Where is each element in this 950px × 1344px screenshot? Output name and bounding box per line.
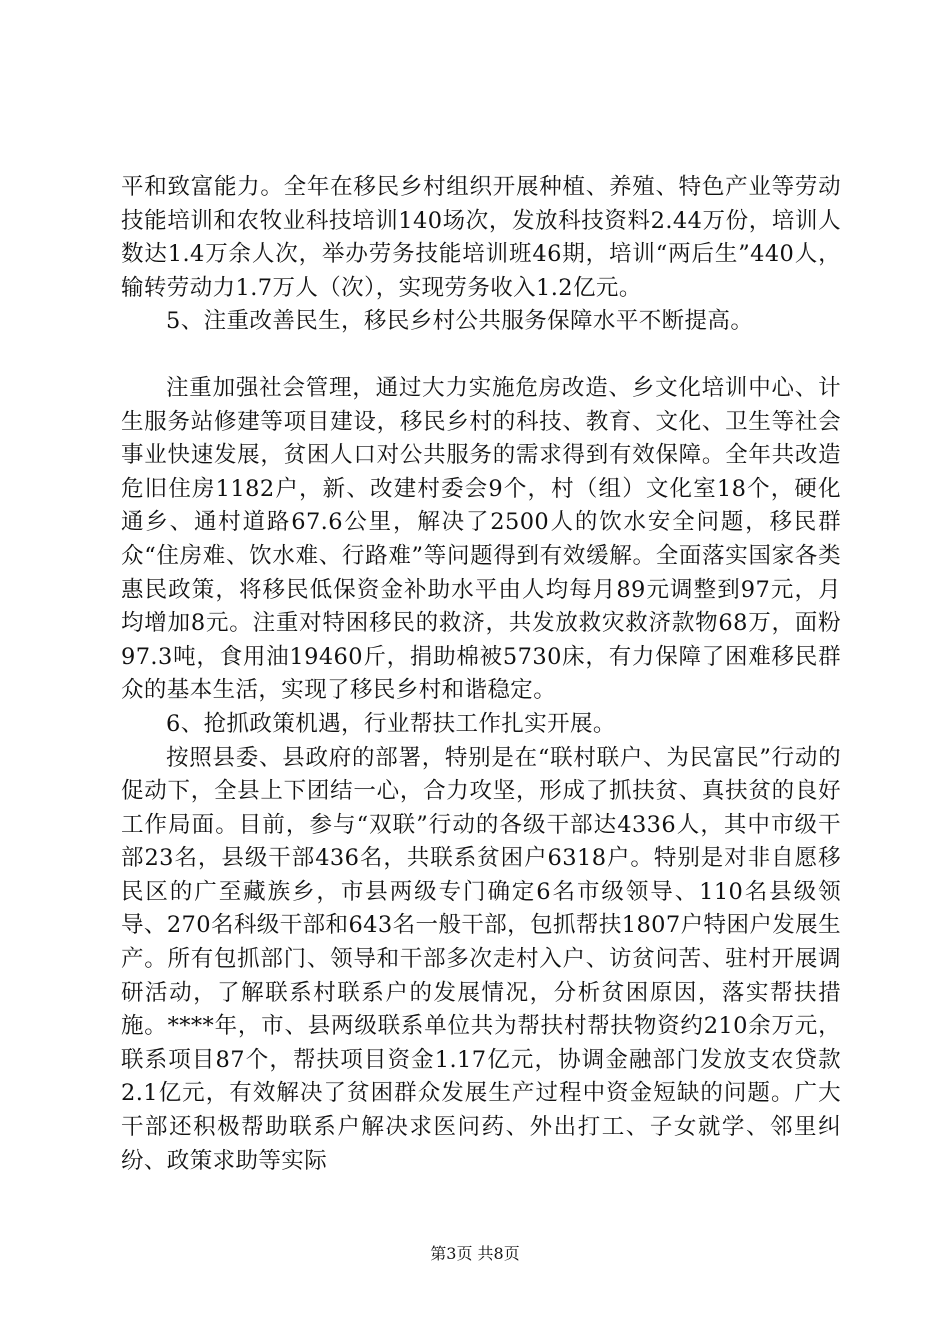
paragraph-3: 按照县委、县政府的部署，特别是在“联村联户、为民富民”行动的促动下，全县上下团结一心，合力攻坚，形成了抓扶贫、真扶贫的良好工作局面。目前，参与“双联”行动的各级干部达4336人，其中市级干部23名，县级干部436名，共联系贫困户6318户。特别是对非自愿移民区的广至藏族乡，市县两级专门确定6名市级领导、110名县级领导、270名科级干部和643名一般干部，包抓帮扶1807户特困户发展生产。所有包抓部门、领导和干部多次走村入户、访贫问苦、驻村开展调研活动，了解联系村联系户的发展情况，分析贫困原因，落实帮扶措施。****年，市、县两级联系单位共为帮扶村帮扶物资约210余万元，联系项目87个，帮扶项目资金1.17亿元，协调金融部门发放支农贷款2.1亿元，有效解决了贫困群众发展生产过程中资金短缺的问题。广大干部还积极帮助联系户解决求医问药、外出打工、子女就学、邻里纠纷、政策求助等实际 [121, 744, 841, 1174]
paragraph-2: 注重加强社会管理，通过大力实施危房改造、乡文化培训中心、计生服务站修建等项目建设，移民乡村的科技、教育、文化、卫生等社会事业快速发展，贫困人口对公共服务的需求得到有效保障。全年共改造危旧住房1182户，新、改建村委会9个，村（组）文化室18个，硬化通乡、通村道路67.6公里，解决了2500人的饮水安全问题，移民群众“住房难、饮水难、行路难”等问题得到有效缓解。全面落实国家各类惠民政策，将移民低保资金补助水平由人均每月89元调整到97元，月均增加8元。注重对特困移民的救济，共发放救灾救济款物68万，面粉97.3吨，食用油19460斤，捐助棉被5730床，有力保障了困难移民群众的基本生活，实现了移民乡村和谐稳定。 [121, 374, 841, 704]
paragraph-gap [121, 339, 841, 372]
section-heading-6: 6、抢抓政策机遇，行业帮扶工作扎实开展。 [166, 710, 616, 737]
document-body [121, 171, 841, 1178]
paragraph-1: 平和致富能力。全年在移民乡村组织开展种植、养殖、特色产业等劳动技能培训和农牧业科技培训140场次，发放科技资料2.44万份，培训人数达1.4万余人次，举办劳务技能培训班46期，培训“两后生”440人，输转劳动力1.7万人（次），实现劳务收入1.2亿元。 [121, 174, 841, 301]
page-footer: 第3页 共8页 [430, 1244, 520, 1263]
section-heading-5: 5、注重改善民生，移民乡村公共服务保障水平不断提高。 [166, 308, 754, 335]
